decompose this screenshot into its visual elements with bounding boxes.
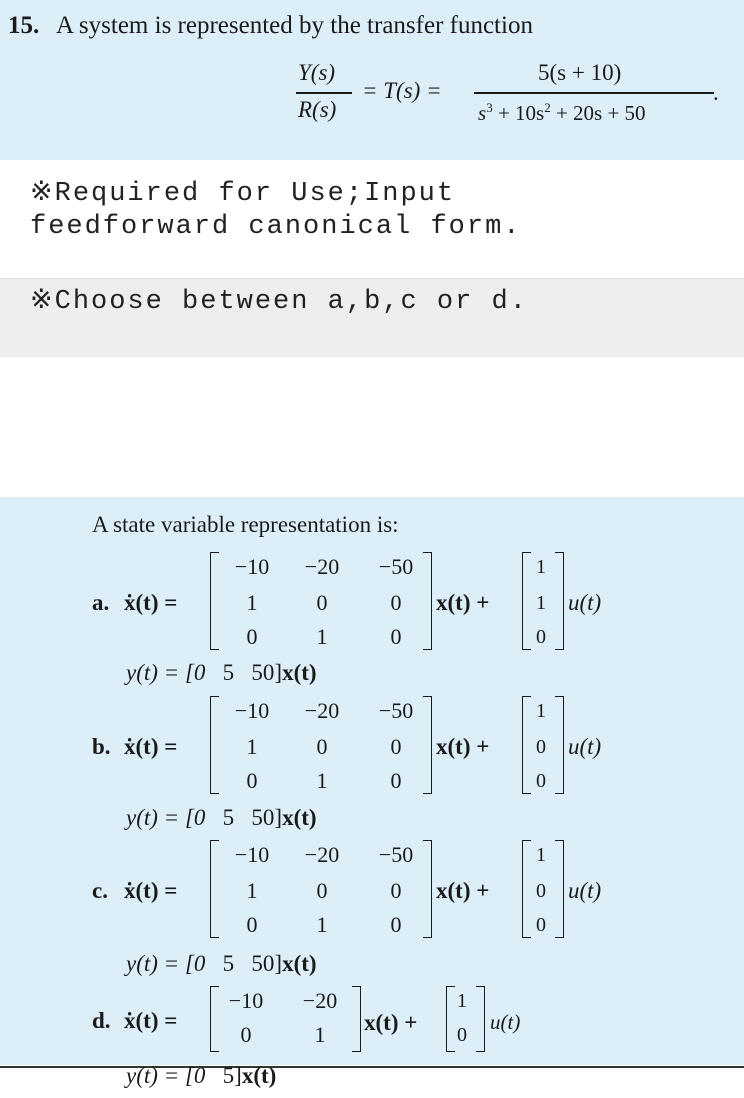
tf-lhs-fraction-bar [296, 92, 352, 94]
matrix-A-cell: −20 [302, 988, 338, 1013]
tf-period: . [713, 80, 719, 105]
state-equation-lhs: ẋ(t) = [124, 590, 178, 615]
matrix-A-right-bracket [423, 552, 432, 650]
vector-B-left-bracket [522, 840, 531, 938]
note-requirement-line1: ※Required for Use;Input [30, 179, 456, 209]
vector-B-cell: 0 [536, 736, 546, 758]
vector-B-cell: 0 [457, 1024, 467, 1046]
matrix-A-right-bracket [423, 696, 432, 794]
matrix-A-cell: 0 [316, 590, 328, 615]
matrix-A-cell: 0 [246, 768, 258, 793]
state-vector-term: x(t) + [436, 590, 490, 615]
matrix-A-left-bracket [210, 840, 219, 938]
state-vector-term: x(t) + [364, 1010, 418, 1035]
vector-B-right-bracket [555, 552, 564, 650]
vector-B-cell: 1 [536, 700, 546, 722]
matrix-A-cell: 0 [390, 734, 402, 759]
question-number: 15. [8, 12, 40, 39]
state-vector-term: x(t) + [436, 734, 490, 759]
tf-lhs-denominator: R(s) [298, 97, 337, 122]
tf-numerator: 5(s + 10) [538, 60, 622, 85]
option-label: c. [92, 878, 108, 903]
vector-B-right-bracket [476, 986, 485, 1052]
state-equation-lhs: ẋ(t) = [124, 734, 178, 759]
matrix-A-cell: −10 [234, 554, 270, 579]
matrix-A-cell: 0 [390, 768, 402, 793]
question-text: A system is represented by the transfer function [56, 12, 533, 39]
matrix-A-cell: 0 [240, 1022, 252, 1047]
matrix-A-cell: −20 [304, 554, 340, 579]
note-requirement-line2: feedforward canonical form. [30, 212, 522, 242]
option-label: d. [92, 1008, 111, 1033]
matrix-A-cell: 1 [246, 734, 258, 759]
vector-B-cell: 0 [536, 880, 546, 902]
output-equation: y(t) = [0 5]x(t) [126, 1063, 277, 1088]
matrix-A-cell: 0 [390, 912, 402, 937]
input-term: u(t) [490, 1010, 521, 1034]
matrix-A-cell: 0 [390, 624, 402, 649]
matrix-A-cell: 0 [316, 734, 328, 759]
matrix-A-cell: 0 [246, 624, 258, 649]
vector-B-left-bracket [522, 696, 531, 794]
input-term: u(t) [568, 878, 602, 903]
matrix-A-cell: −10 [228, 988, 264, 1013]
matrix-A-cell: −50 [378, 842, 414, 867]
matrix-A-right-bracket [352, 986, 361, 1052]
tf-lhs-numerator: Y(s) [298, 60, 336, 85]
vector-B-cell: 1 [536, 844, 546, 866]
state-equation-lhs: ẋ(t) = [124, 1008, 178, 1033]
matrix-A-cell: −50 [378, 698, 414, 723]
tf-equals-T: = T(s) = [362, 78, 442, 103]
vector-B-cell: 1 [457, 990, 467, 1012]
output-equation: y(t) = [0 5 50]x(t) [126, 951, 317, 976]
vector-B-left-bracket [522, 552, 531, 650]
option-label: a. [92, 590, 110, 615]
matrix-A-cell: 1 [316, 768, 328, 793]
vector-B-cell: 1 [536, 556, 546, 578]
matrix-A-cell: −20 [304, 698, 340, 723]
input-term: u(t) [568, 734, 602, 759]
input-term: u(t) [568, 590, 602, 615]
matrix-A-cell: 1 [316, 912, 328, 937]
matrix-A-cell: 0 [246, 912, 258, 937]
matrix-A-cell: 1 [246, 590, 258, 615]
matrix-A-right-bracket [423, 840, 432, 938]
matrix-A-cell: 1 [316, 624, 328, 649]
vector-B-right-bracket [555, 696, 564, 794]
state-equation-lhs: ẋ(t) = [124, 878, 178, 903]
matrix-A-left-bracket [210, 552, 219, 650]
matrix-A-cell: −50 [378, 554, 414, 579]
matrix-A-cell: −20 [304, 842, 340, 867]
matrix-A-cell: −10 [234, 842, 270, 867]
matrix-A-cell: 0 [390, 878, 402, 903]
divider [0, 1066, 744, 1068]
matrix-A-cell: 0 [316, 878, 328, 903]
option-label: b. [92, 734, 111, 759]
matrix-A-cell: 0 [390, 590, 402, 615]
vector-B-right-bracket [555, 840, 564, 938]
matrix-A-cell: 1 [314, 1022, 326, 1047]
matrix-A-cell: −10 [234, 698, 270, 723]
spacer [0, 357, 744, 497]
matrix-A-cell: 1 [246, 878, 258, 903]
tf-denominator: $s^3 + 10s^2 + 20s + 50$ [478, 100, 646, 125]
output-equation: y(t) = [0 5 50]x(t) [126, 805, 317, 830]
tf-fraction-bar [474, 92, 714, 94]
vector-B-cell: 0 [536, 770, 546, 792]
state-vector-term: x(t) + [436, 878, 490, 903]
note-choice: ※Choose between a,b,c or d. [30, 287, 528, 317]
vector-B-cell: 0 [536, 626, 546, 648]
vector-B-cell: 1 [536, 592, 546, 614]
matrix-A-left-bracket [210, 696, 219, 794]
vector-B-cell: 0 [536, 914, 546, 936]
output-equation: y(t) = [0 5 50]x(t) [126, 660, 317, 685]
answers-intro: A state variable representation is: [92, 512, 399, 537]
